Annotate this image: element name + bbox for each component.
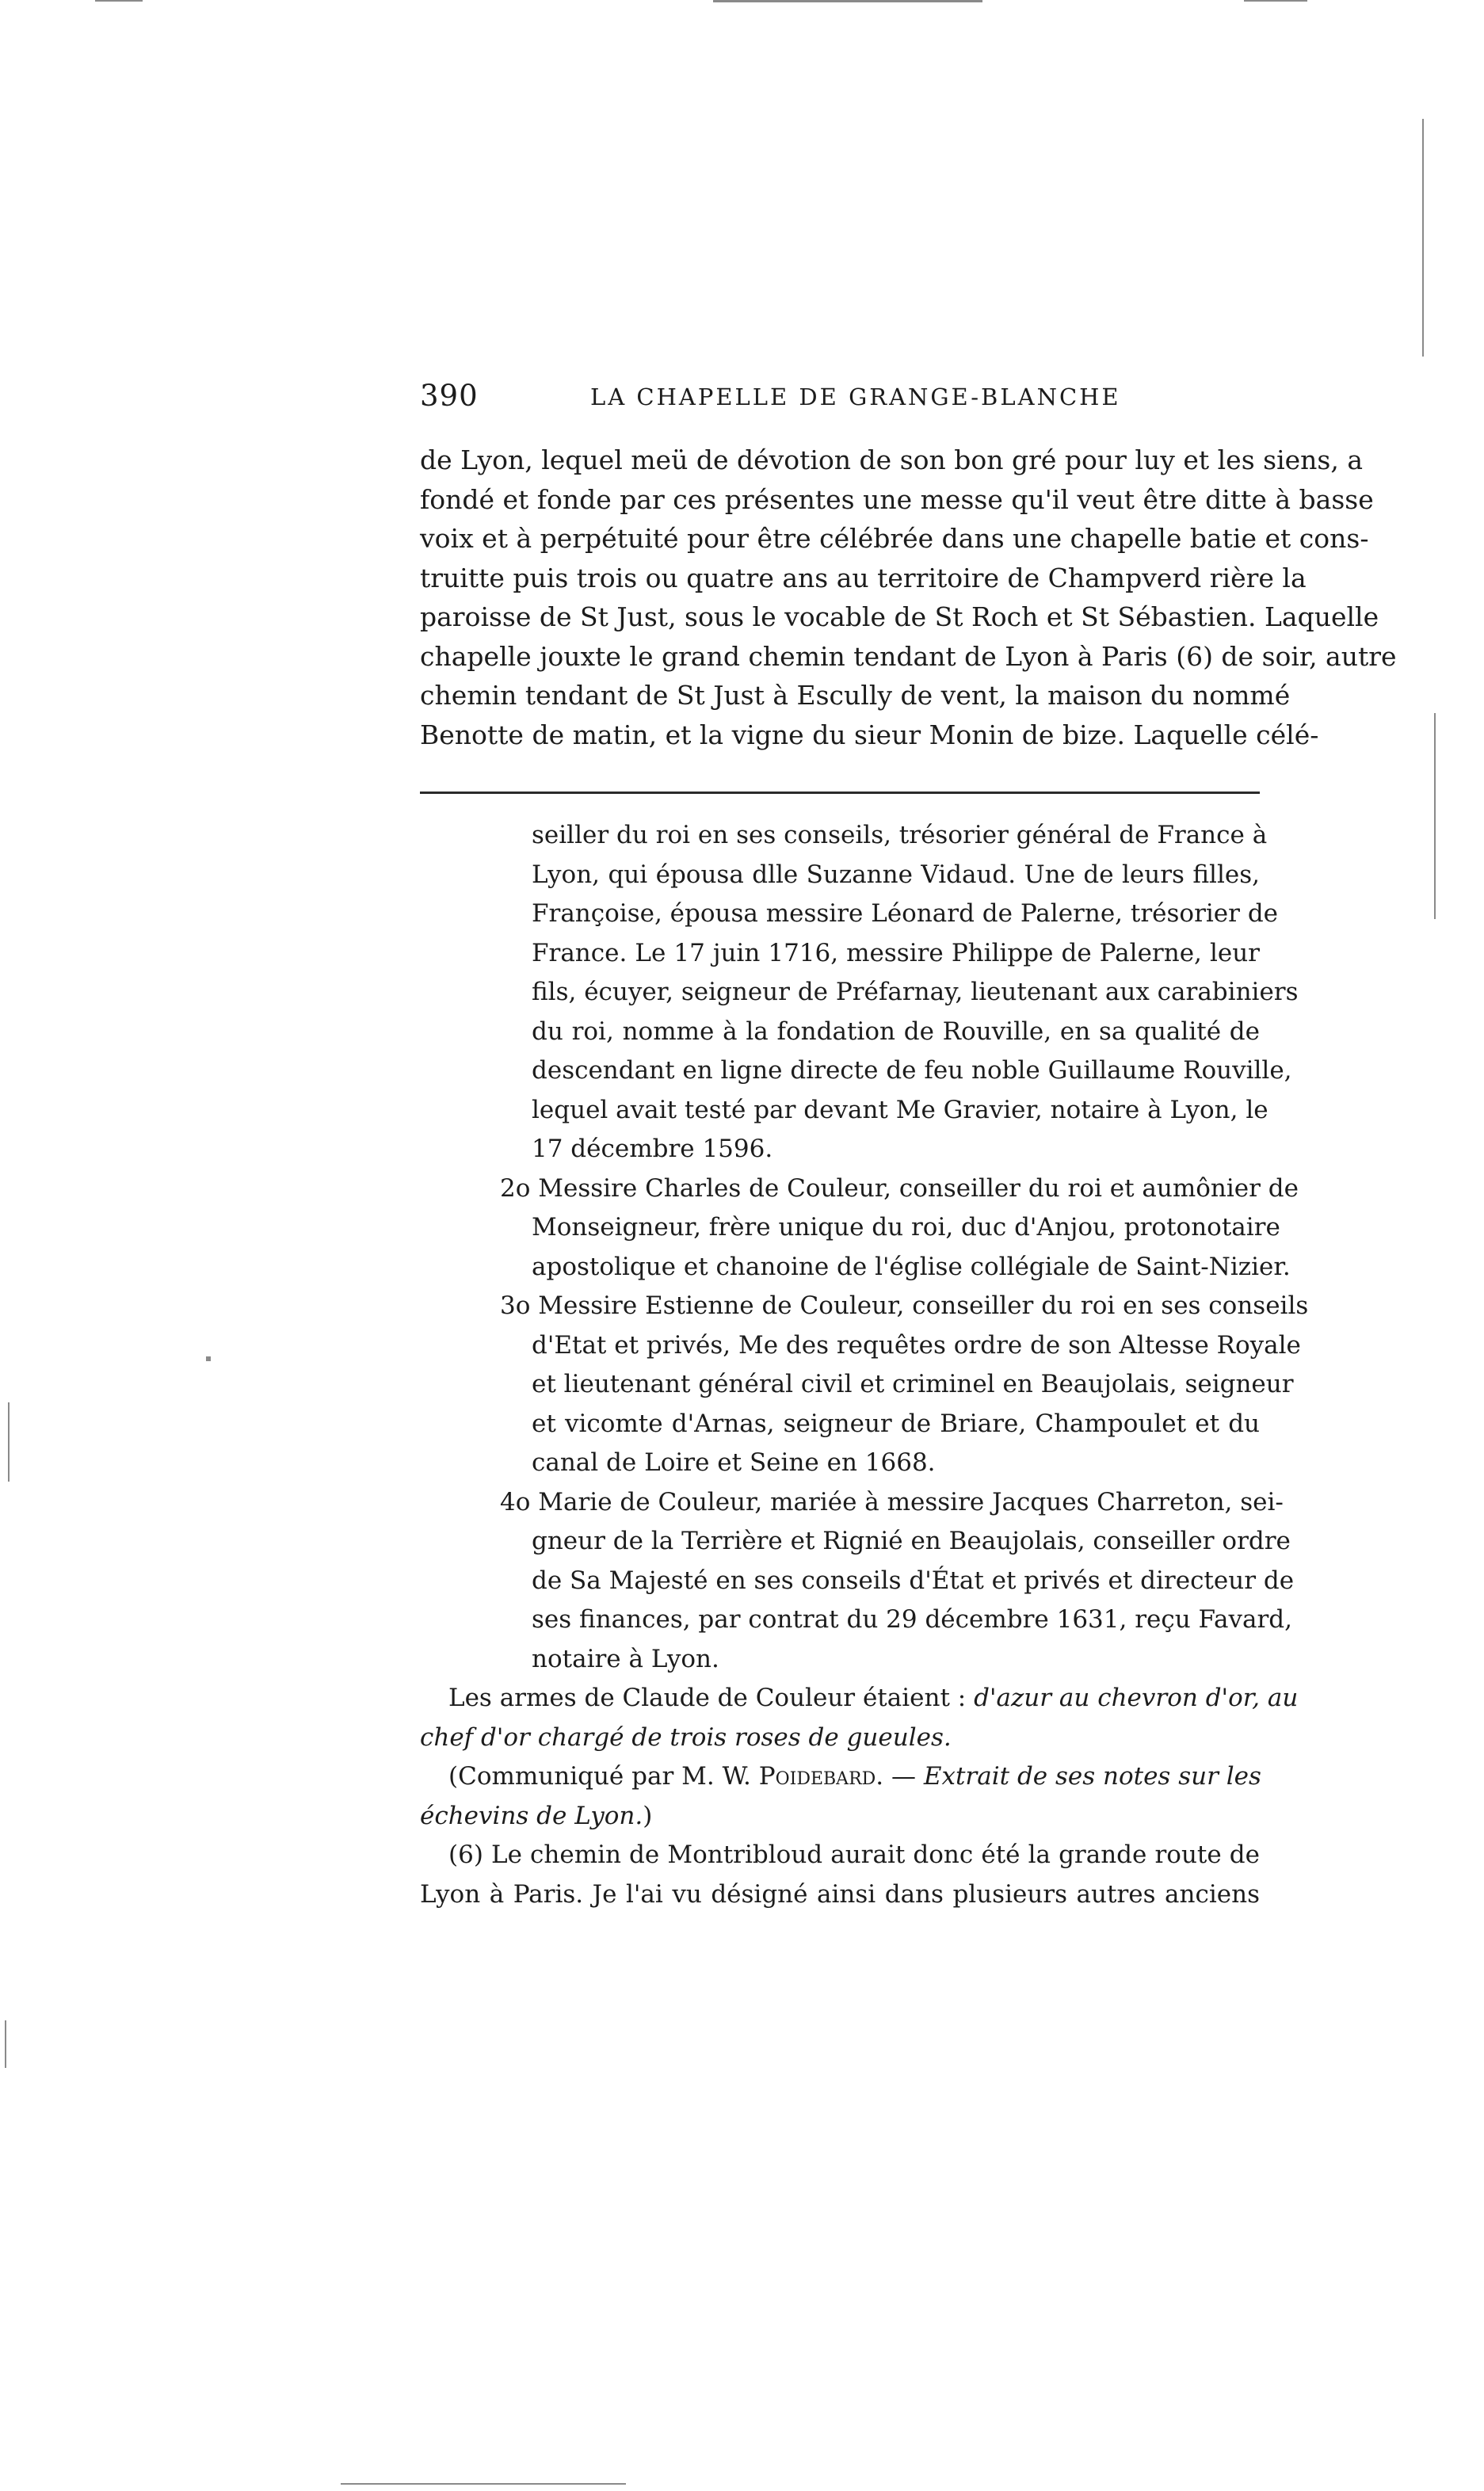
scan-dot	[206, 1356, 211, 1361]
note-item-4-line: 4o Marie de Couleur, mariée à messire Jacques Charreton, sei-	[500, 1487, 1284, 1516]
note-item-2-line: Monseigneur, frère unique du roi, duc d'Anjou, protonotaire	[532, 1213, 1280, 1242]
note-item-2-line: 2o Messire Charles de Couleur, conseiller du roi et aumônier de	[500, 1173, 1299, 1203]
main-line: fondé et fonde par ces présentes une messe qu'il veut être ditte à basse	[420, 483, 1374, 515]
note-line: France. Le 17 juin 1716, messire Philippe de Palerne, leur	[532, 938, 1260, 967]
note-line: Françoise, épousa messire Léonard de Palerne, trésorier de	[532, 899, 1279, 928]
communique-line	[448, 1757, 1260, 1797]
note-item-3-line: canal de Loire et Seine en 1668.	[532, 1448, 936, 1477]
communique-title-cont: échevins de Lyon.	[420, 1801, 643, 1830]
note-item-3-line: 3o Messire Estienne de Couleur, conseiller du roi en ses conseils	[500, 1291, 1309, 1320]
main-line: de Lyon, lequel meü de dévotion de son bon gré pour luy et les siens, a	[420, 444, 1363, 475]
scan-top-mark-left	[95, 0, 143, 2]
scan-top-mark-right	[1244, 0, 1307, 2]
note-line: du roi, nomme à la fondation de Rouville, en sa qualité de	[532, 1017, 1260, 1046]
communique-prefix: (Communiqué par M. W.	[448, 1762, 759, 1791]
communique-title: Extrait de ses notes sur les	[923, 1762, 1261, 1791]
communique-author: Poidebard	[758, 1762, 876, 1791]
note-6-line: Lyon à Paris. Je l'ai vu désigné ainsi dans plusieurs autres anciens	[420, 1879, 1260, 1909]
main-line: chapelle jouxte le grand chemin tendant de Lyon à Paris (6) de soir, autre	[420, 640, 1397, 672]
scan-edge-line	[1422, 119, 1424, 357]
note-item-4-line: gneur de la Terrière et Rignié en Beaujolais, conseiller ordre	[532, 1527, 1291, 1555]
note-item-4-line: de Sa Majesté en ses conseils d'État et privés et directeur de	[532, 1566, 1295, 1595]
main-line: Benotte de matin, et la vigne du sieur Monin de bize. Laquelle célé-	[420, 719, 1319, 750]
note-item-3-line: et lieutenant général civil et criminel en Beaujolais, seigneur	[532, 1370, 1294, 1398]
communique-sep: . —	[876, 1762, 924, 1791]
note-line: descendant en ligne directe de feu noble Guillaume Rouville,	[532, 1056, 1292, 1085]
note-item-2-line: apostolique et chanoine de l'église collégiale de Saint-Nizier.	[532, 1252, 1291, 1281]
page-header	[420, 379, 1260, 418]
running-title: LA CHAPELLE DE GRANGE-BLANCHE	[590, 383, 1121, 410]
note-line: 17 décembre 1596.	[532, 1135, 773, 1163]
scan-left-mark-2	[5, 2020, 6, 2068]
communique-line-2	[420, 1797, 1260, 1837]
scan-edge-line-2	[1434, 713, 1436, 919]
note-6-line: (6) Le chemin de Montribloud aurait donc été la grande route de	[448, 1841, 1260, 1869]
main-line: truitte puis trois ou quatre ans au territoire de Champverd rière la	[420, 562, 1307, 593]
note-item-3-line: d'Etat et privés, Me des requêtes ordre de son Altesse Royale	[532, 1330, 1301, 1360]
note-line: seiller du roi en ses conseils, trésorier général de France à	[532, 821, 1268, 849]
main-line: chemin tendant de St Just à Escully de vent, la maison du nommé	[420, 680, 1291, 711]
footnote-separator-rule	[420, 792, 1260, 794]
arms-intro: Les armes de Claude de Couleur étaient :	[448, 1684, 975, 1712]
scan-left-mark	[8, 1402, 10, 1482]
scan-top-mark	[713, 0, 982, 2]
note-line: Lyon, qui épousa dlle Suzanne Vidaud. Une de leurs filles,	[532, 860, 1260, 889]
communique-suffix: )	[643, 1801, 653, 1830]
main-line: voix et à perpétuité pour être célébrée dans une chapelle batie et cons-	[420, 523, 1369, 554]
note-line: fils, écuyer, seigneur de Préfarnay, lieutenant aux carabiniers	[532, 978, 1299, 1006]
note-item-4-line: notaire à Lyon.	[532, 1644, 719, 1673]
arms-line	[448, 1679, 1299, 1719]
note-item-3-line: et vicomte d'Arnas, seigneur de Briare, Champoulet et du	[532, 1409, 1260, 1438]
footnotes	[420, 816, 1309, 1914]
note-line: lequel avait testé par devant Me Gravier, notaire à Lyon, le	[532, 1095, 1268, 1124]
arms-blazon-continued: chef d'or chargé de trois roses de gueules.	[420, 1722, 952, 1752]
note-item-4-line: ses finances, par contrat du 29 décembre 1631, reçu Favard,	[532, 1605, 1292, 1634]
page-number: 390	[420, 379, 479, 413]
main-line: paroisse de St Just, sous le vocable de St Roch et St Sébastien. Laquelle	[420, 601, 1379, 632]
arms-blazon: d'azur au chevron d'or, au	[974, 1684, 1299, 1712]
scan-bottom-mark	[341, 2483, 626, 2485]
main-text	[420, 441, 1397, 754]
